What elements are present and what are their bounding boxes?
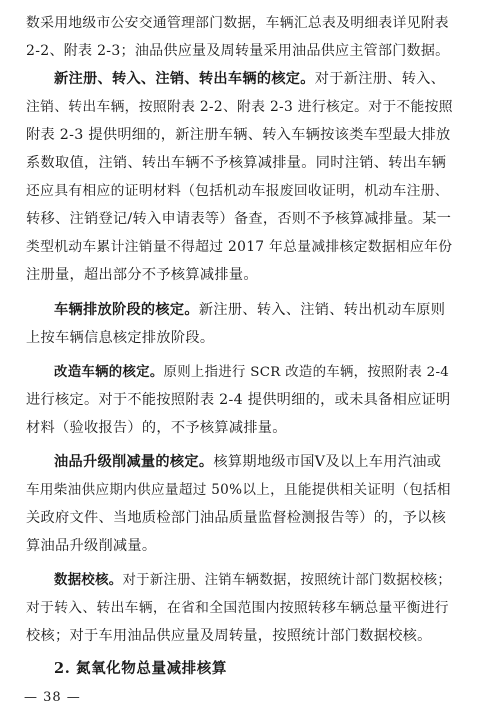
paragraph-line xyxy=(26,13,454,33)
paragraph-lead: 油品升级削减量的核定。 xyxy=(54,454,214,470)
line-text: 对于新注册、注销车辆数据，按照统计部门数据校核； xyxy=(122,573,452,588)
line-text: 还应具有相应的证明材料（包括机动车报废回收证明，机动车注册、 xyxy=(26,183,449,199)
paragraph-line xyxy=(26,265,454,285)
paragraph-line xyxy=(26,237,454,257)
paragraph-lead: 改造车辆的核定。 xyxy=(54,364,164,380)
line-text: 类型机动车累计注销量不得超过 2017 年总量减排核定数据相应年份 xyxy=(26,239,453,255)
line-text: 附表 2-3 提供明细的，新注册车辆、转入车辆按该类车型最大排放 xyxy=(26,127,451,143)
paragraph-line xyxy=(26,536,454,556)
line-text: 上按车辆信息核定排放阶段。 xyxy=(26,330,215,346)
paragraph-line xyxy=(26,41,454,61)
paragraph-line xyxy=(26,153,454,173)
paragraph-line xyxy=(26,390,454,410)
line-text: 材料（验收报告）的，不予核算减排量。 xyxy=(26,420,287,436)
line-text: 注销、转出车辆，按照附表 2-2、附表 2-3 进行核定。对于不能按照 xyxy=(26,99,453,115)
paragraph-line xyxy=(54,69,454,89)
paragraph-line xyxy=(26,125,454,145)
line-text: 进行核定。对于不能按照附表 2-4 提供明细的，或未具备相应证明 xyxy=(26,392,451,408)
paragraph-line xyxy=(26,209,454,229)
line-text: 系数取值，注销、转出车辆不予核算减排量。同时注销、转出车辆 xyxy=(26,155,447,171)
line-text: 关政府文件、当地质检部门油品质量监督检测报告等）的，予以核 xyxy=(26,510,447,526)
paragraph-line xyxy=(26,626,454,646)
line-text: 对于新注册、转入、 xyxy=(314,71,446,87)
paragraph-line xyxy=(26,480,454,500)
paragraph-line xyxy=(54,300,454,320)
paragraph-line xyxy=(26,598,454,618)
section-heading: 2. 氮氧化物总量减排核算 xyxy=(54,660,227,677)
line-text: 新注册、转入、注销、转出机动车原则 xyxy=(198,302,446,318)
paragraph-line xyxy=(26,508,454,528)
line-text: 车用柴油供应期内供应量超过 50%以上，且能提供相关证明（包括相 xyxy=(26,482,451,498)
line-text: 校核；对于车用油品供应量及周转量，按照统计部门数据校核。 xyxy=(26,628,432,644)
line-text: 对于转入、转出车辆，在省和全国范围内按照转移车辆总量平衡进行 xyxy=(26,600,449,616)
paragraph-line xyxy=(54,362,454,383)
paragraph-line xyxy=(26,181,454,201)
page-number: — 38 — xyxy=(24,690,81,705)
paragraph-line xyxy=(54,570,454,591)
paragraph-line xyxy=(54,452,454,472)
paragraph-lead: 车辆排放阶段的核定。 xyxy=(54,302,199,318)
line-text: 算油品升级削减量。 xyxy=(26,538,157,554)
line-text: 2-2、附表 2-3；油品供应量及周转量采用油品供应主管部门数据。 xyxy=(26,43,450,59)
line-text: 转移、注销登记/转入申请表等）备查，否则不予核算减排量。某一 xyxy=(26,211,452,227)
paragraph-line xyxy=(26,97,454,117)
paragraph-lead: 数据校核。 xyxy=(54,572,123,588)
paragraph-lead: 新注册、转入、注销、转出车辆的核定。 xyxy=(54,71,315,87)
paragraph-line xyxy=(26,328,454,348)
line-text: 核算期地级市国Ⅴ及以上车用汽油或 xyxy=(213,454,442,470)
line-text: 数采用地级市公安交通管理部门数据，车辆汇总表及明细表详见附表 xyxy=(26,15,449,31)
line-text: 原则上指进行 SCR 改造的车辆，按照附表 2-4 xyxy=(163,365,450,380)
line-text: 注册量，超出部分不予核算减排量。 xyxy=(26,267,258,283)
paragraph-line xyxy=(26,418,454,438)
